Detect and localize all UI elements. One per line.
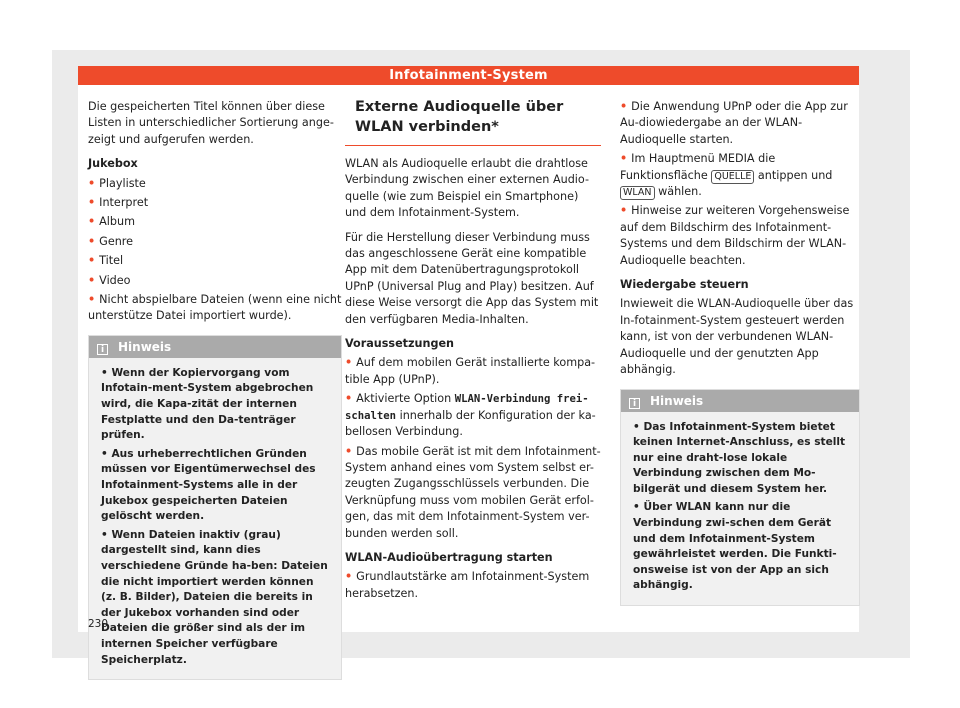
column-left: [88, 99, 342, 680]
bullet-icon: •: [345, 356, 353, 370]
list-item: • Video: [88, 273, 131, 287]
jukebox-title: Jukebox: [88, 157, 138, 171]
paragraph: WLAN als Audioquelle erlaubt die drahtlose Verbindung zwischen einer externen Audio-quelle (wie zum Beispiel ein Smartphone) und dem Infotainment-System.: [345, 157, 589, 220]
note-box-right: [620, 389, 860, 607]
info-icon: i: [97, 344, 108, 355]
list-item: • Die Anwendung UPnP oder die App zur Au-diowiedergabe an der WLAN-Audioquelle starten.: [620, 100, 848, 146]
bullet-icon: •: [88, 176, 96, 190]
note-item: • Wenn Dateien inaktiv (grau) dargestellt sind, kann dies verschiedene Gründe ha-ben: Dateien die nicht importiert werden können (z. B. Bilder), Dateien die bereits in der Jukebox vorhanden sind oder Dateien die größer sind als der im internen Speicher verfügbare Speicherplatz.: [101, 528, 328, 666]
note-item: • Wenn der Kopiervorgang vom Infotain-ment-System abgebrochen wird, die Kapa-zität der internen Festplatte und den Da-tenträger prüfen.: [101, 366, 314, 442]
start-title: WLAN-Audioübertragung starten: [345, 550, 553, 564]
control-title: Wiedergabe steuern: [620, 278, 749, 292]
list-item: • Nicht abspielbare Dateien (wenn eine nicht unterstütze Datei importiert wurde).: [88, 293, 342, 323]
column-right: [620, 99, 860, 606]
list-item: • Interpret: [88, 196, 149, 210]
bullet-icon: •: [345, 444, 353, 458]
bullet-icon: •: [88, 254, 96, 268]
note-header: i Hinweis: [89, 336, 341, 358]
note-header: i Hinweis: [621, 390, 859, 412]
info-icon: i: [629, 398, 640, 409]
bullet-icon: •: [620, 152, 628, 166]
bullet-icon: •: [620, 100, 628, 113]
bullet-icon: •: [620, 204, 628, 218]
note-item: • Das Infotainment-System bietet keinen Internet-Anschluss, es stellt nur eine draht-lose lokale Verbindung zwischen dem Mo-bilgerät und diesem System her.: [633, 420, 846, 495]
bullet-icon: •: [88, 293, 96, 307]
note-body: [621, 412, 859, 606]
note-box-left: [88, 335, 342, 680]
key-quelle: QUELLE: [711, 170, 754, 184]
list-item: • Titel: [88, 254, 124, 268]
intro-text: Die gespeicherten Titel können über diese Listen in unterschiedlicher Sortierung ange-zeigt und aufgerufen werden.: [88, 100, 334, 146]
requirements-title: Voraussetzungen: [345, 337, 455, 351]
key-wlan: WLAN: [620, 186, 655, 200]
jukebox-list: [88, 176, 342, 325]
bullet-icon: •: [88, 196, 96, 210]
list-item: • Album: [88, 215, 136, 229]
page-number: 230: [88, 618, 109, 630]
note-item: • Über WLAN kann nur die Verbindung zwi-schen dem Gerät und dem Infotainment-System gewährleistet werden. Die Funkti-onsweise ist von der App an sich abhängig.: [633, 501, 837, 592]
bullet-icon: •: [88, 215, 96, 229]
bullet-icon: •: [88, 273, 96, 287]
list-item: • Grundlautstärke am Infotainment-System herabsetzen.: [345, 570, 590, 600]
note-body: [89, 358, 341, 679]
list-item: • Auf dem mobilen Gerät installierte kompa-tible App (UPnP).: [345, 356, 596, 386]
bullet-icon: •: [345, 392, 353, 406]
bullet-icon: •: [345, 570, 353, 584]
list-item: • Das mobile Gerät ist mit dem Infotainment-System anhand eines vom System selbst er-zeugten Zugangsschlüssels verbunden. Die Verknüpfung muss vom mobilen Gerät erfol-gen, das mit dem Infotainment-System ver-bunden werden soll.: [345, 444, 601, 540]
list-item: • Im Hauptmenü MEDIA die Funktionsfläche QUELLE antippen und WLAN wählen.: [620, 152, 833, 199]
column-middle: [345, 99, 601, 605]
option-name: WLAN-Verbindung frei-schalten: [345, 393, 589, 422]
paragraph: Inwieweit die WLAN-Audioquelle über das In-fotainment-System gesteuert werden kann, ist von der verbundenen WLAN-Audioquelle und der genutzten App abhängig.: [620, 297, 854, 377]
list-item: • Genre: [88, 234, 134, 248]
note-item: • Aus urheberrechtlichen Gründen müssen vor Eigentümerwechsel des Infotainment-Systems alle in der Jukebox gespeicherten Dateien gelöscht werden.: [101, 447, 316, 523]
list-item: • Hinweise zur weiteren Vorgehensweise auf dem Bildschirm des Infotainment-Systems und dem Bildschirm der WLAN-Audioquelle beachten.: [620, 204, 850, 267]
list-item: • Playliste: [88, 176, 146, 190]
page-header: Infotainment-System: [78, 66, 859, 85]
bullet-icon: •: [88, 234, 96, 248]
paragraph: Für die Herstellung dieser Verbindung muss das angeschlossene Gerät eine kompatible App mit dem Datenübertragungsprotokoll UPnP (Universal Plug and Play) besitzen. Auf diese Weise versorgt die App das System mit den verfügbaren Media-Inhalten.: [345, 230, 599, 326]
list-item: • Aktivierte Option WLAN-Verbindung frei-schalten innerhalb der Konfiguration der ka-bellosen Verbindung.: [345, 392, 596, 439]
section-heading: Externe Audioquelle über WLAN verbinden*: [345, 97, 601, 146]
